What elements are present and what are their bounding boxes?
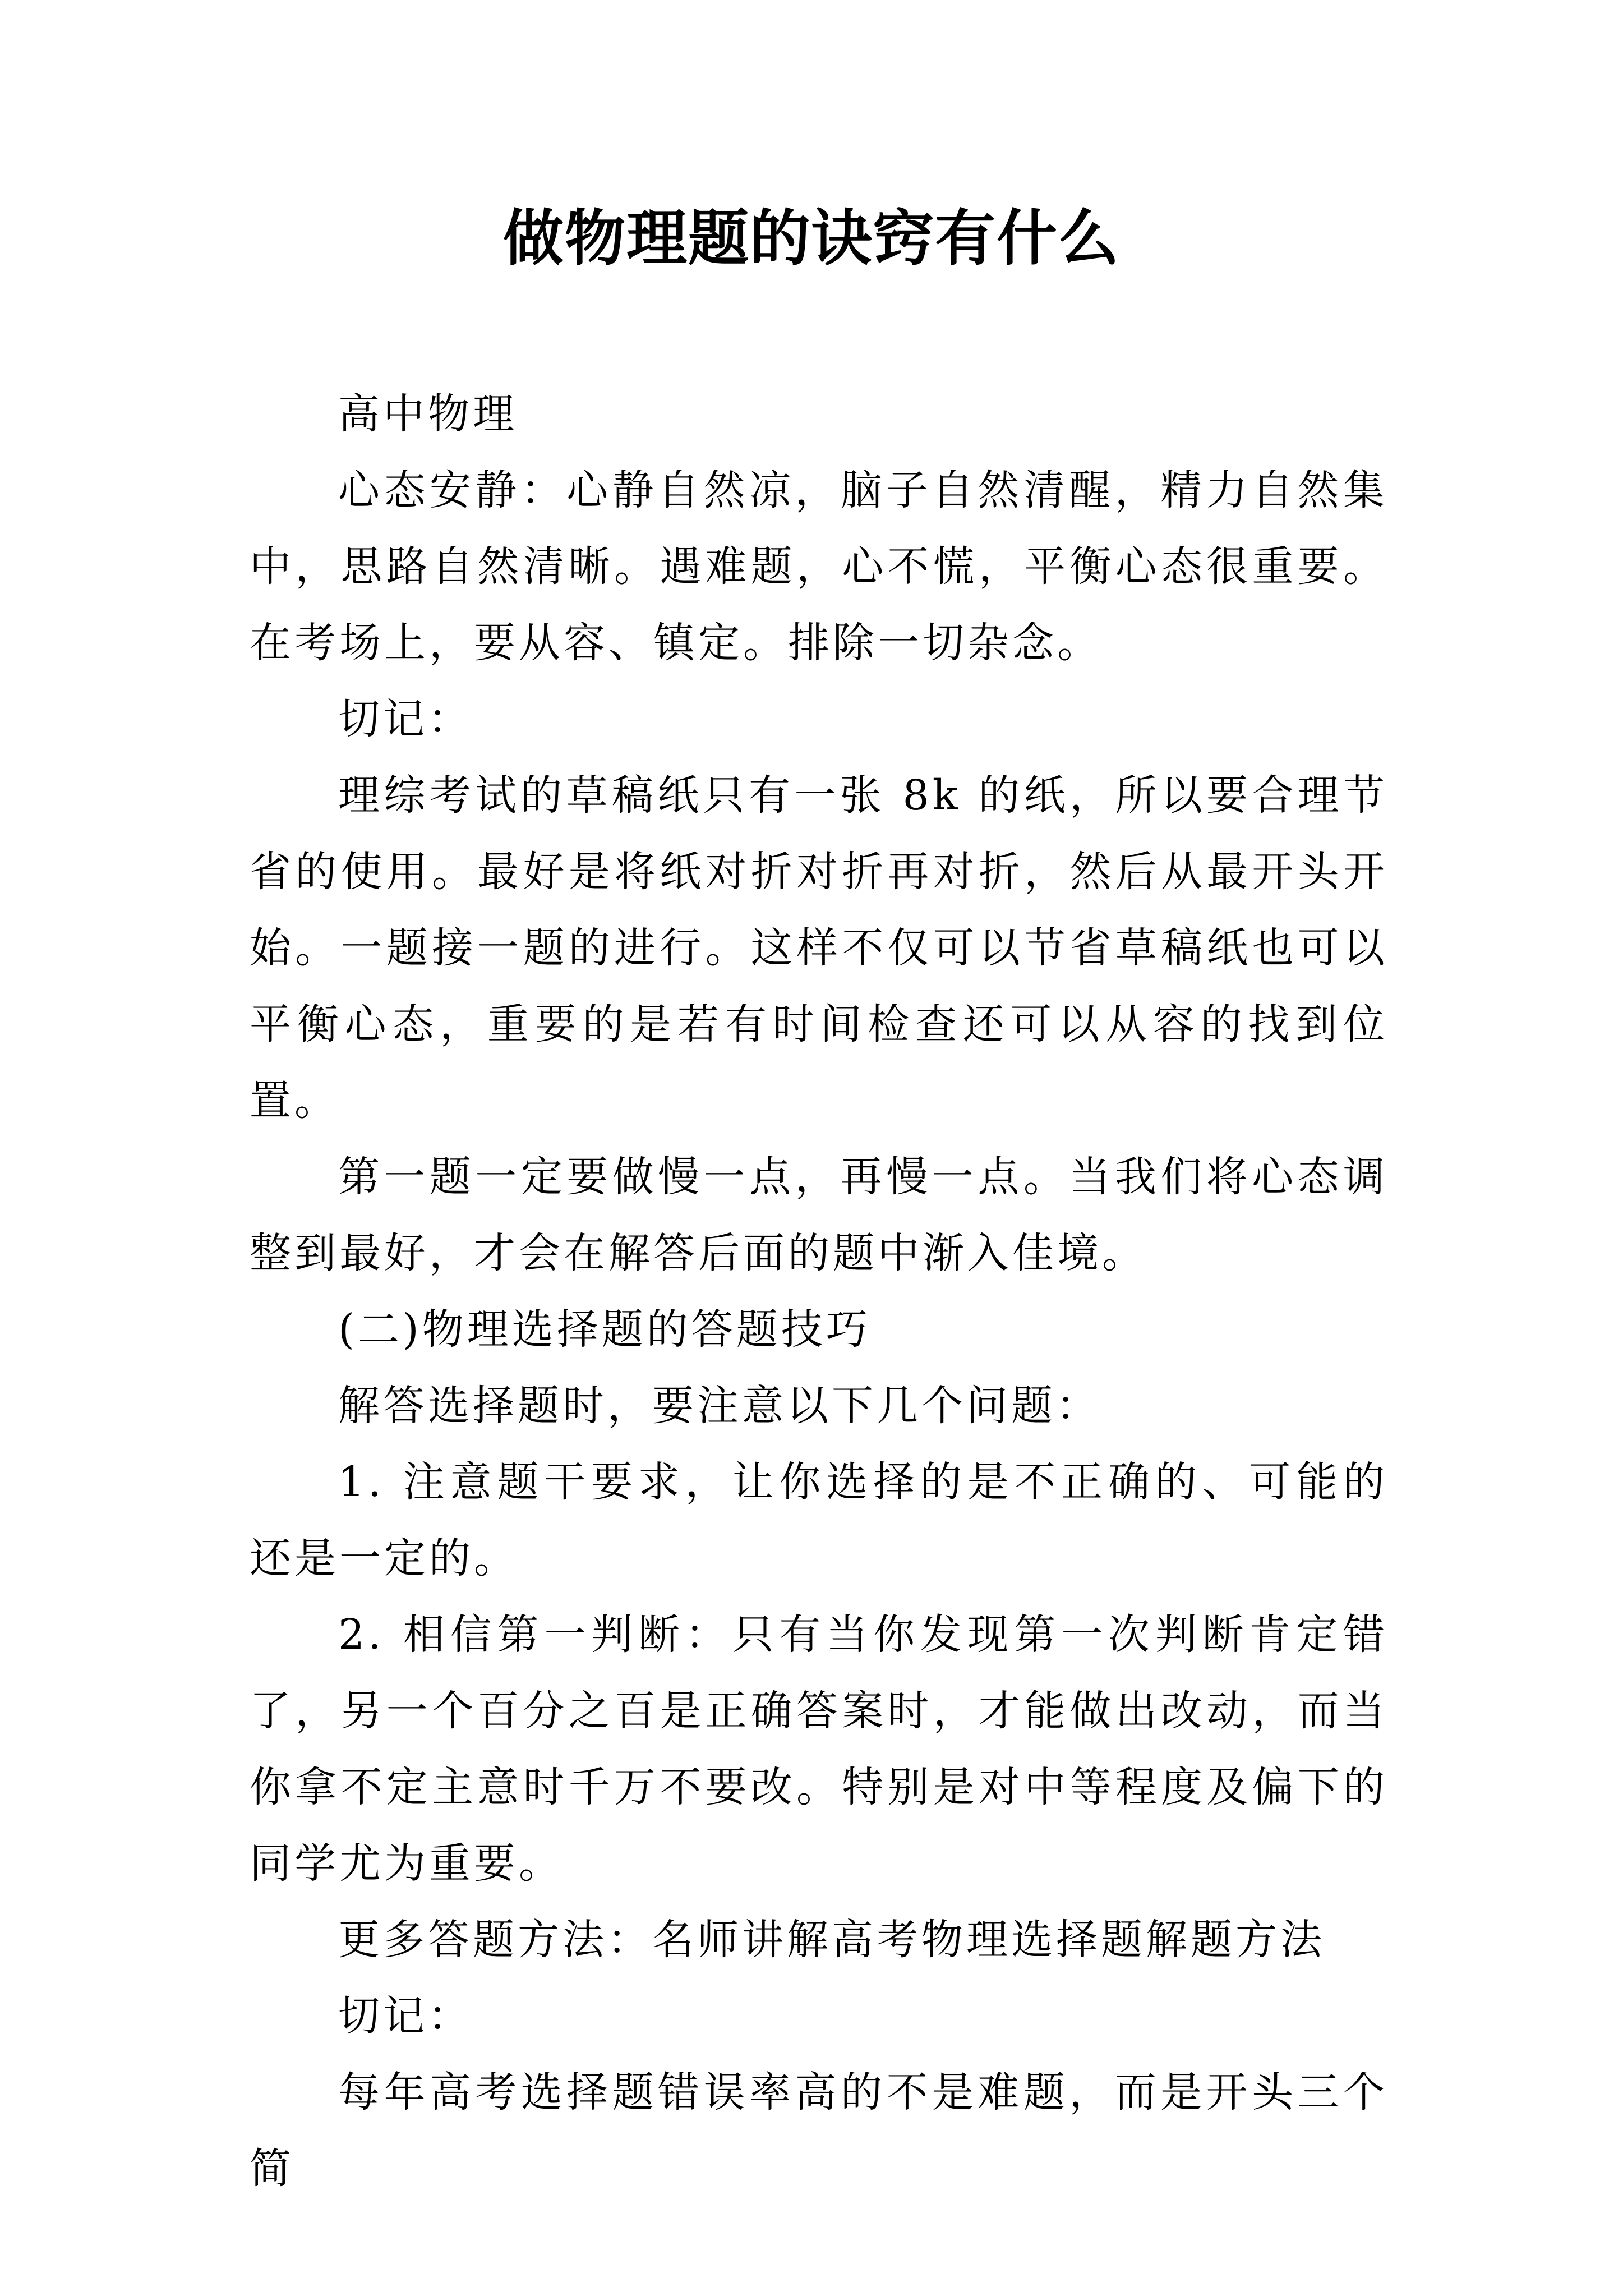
paragraph-choice-intro: 解答选择题时，要注意以下几个问题： [338, 1382, 1101, 1430]
paragraph-first-question: 第一题一定要做慢一点，再慢一点。当我们将心态调整到最好，才会在解答后面的题中渐入佳境。 [250, 1153, 1388, 1277]
paragraph-tip-one: 1. 注意题干要求，让你选择的是不正确的、可能的还是一定的。 [250, 1458, 1388, 1582]
paragraph-scratch-paper: 理综考试的草稿纸只有一张 8k 的纸，所以要合理节省的使用。最好是将纸对折对折再对折，然后从最开头开始。一题接一题的进行。这样不仅可以节省草稿纸也可以平衡心态，重要的是若有时间检查还可以从容的找到位置。 [250, 771, 1388, 1125]
paragraph-remember-heading: 切记： [338, 695, 473, 743]
paragraph-error-rate: 每年高考选择题错误率高的不是难题，而是开头三个简 [250, 2068, 1388, 2193]
paragraph-subject: 高中物理 [338, 390, 518, 438]
paragraph-tip-two: 2. 相信第一判断：只有当你发现第一次判断肯定错了，另一个百分之百是正确答案时，才能做出改动，而当你拿不定主意时千万不要改。特别是对中等程度及偏下的同学尤为重要。 [250, 1611, 1388, 1888]
document-body [250, 376, 1388, 2207]
document-title: 做物理题的诀窍有什么 [502, 203, 1120, 274]
paragraph-remember-heading-2: 切记： [338, 1992, 473, 2040]
paragraph-more-methods: 更多答题方法：名师讲解高考物理选择题解题方法 [338, 1916, 1325, 1964]
paragraph-section-heading: (二)物理选择题的答题技巧 [338, 1305, 871, 1354]
paragraph-calm-mindset: 心态安静：心静自然凉，脑子自然清醒，精力自然集中，思路自然清晰。遇难题，心不慌，平衡心态很重要。在考场上，要从容、镇定。排除一切杂念。 [250, 466, 1388, 667]
